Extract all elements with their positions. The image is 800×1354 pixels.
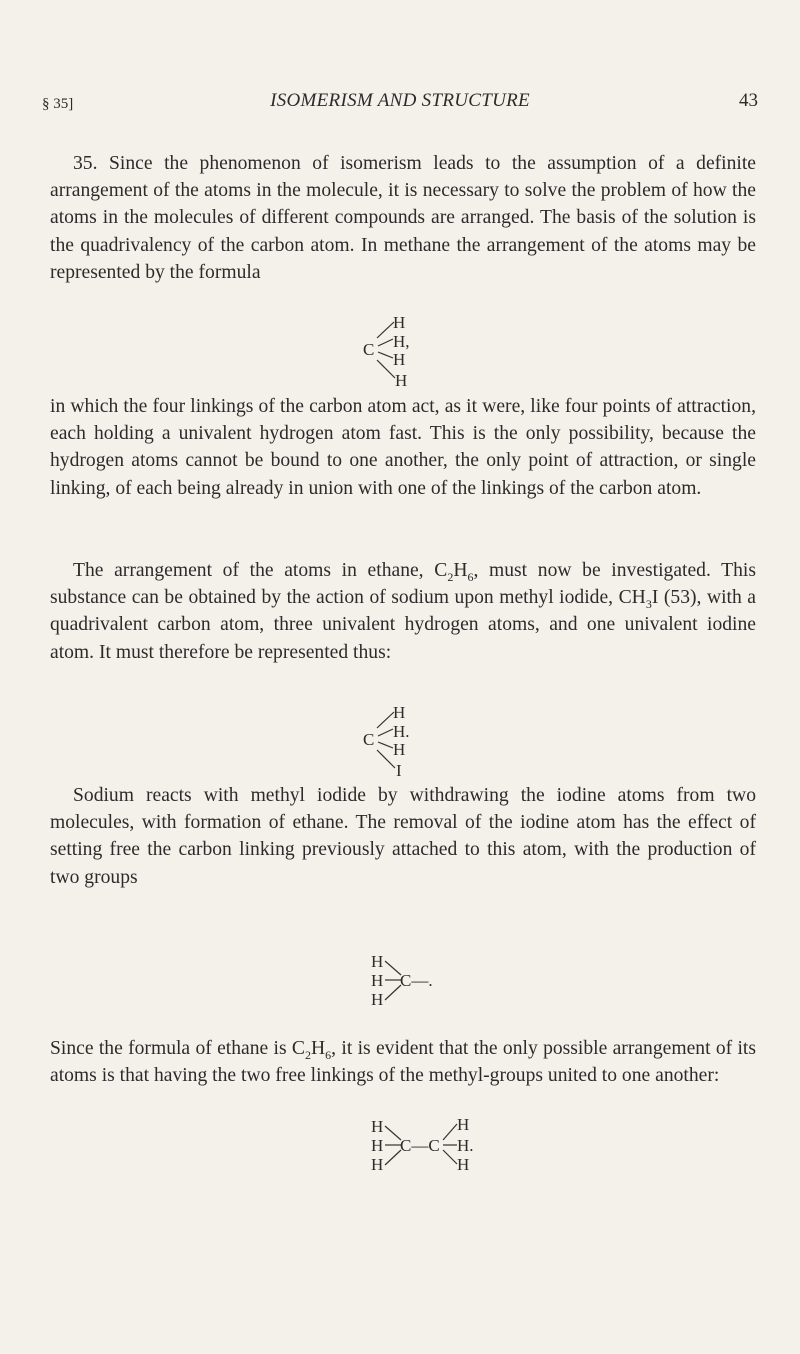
methyl-iodide-h-upper: H. — [393, 722, 410, 741]
paragraph-sodium-reaction: Sodium reacts with methyl iodide by withdrawing the iodine atoms from two molecules, with formation of ethane. The removal of the iodine atom has the effect of setting free the carbon linking previously attached to this atom, with the production of two groups — [50, 785, 756, 888]
ethane-formula — [371, 1115, 491, 1190]
methyl-group-formula — [371, 952, 451, 1025]
methane-h-top: H — [393, 313, 406, 332]
ethane-carbon-carbon: C—C — [400, 1136, 440, 1155]
page-header — [42, 90, 758, 116]
paragraph-methane-explanation: in which the four linkings of the carbon atom act, as it were, like four points of attraction, each holding a univalent hydrogen atom fast. This is the only possibility, because the hydrogen atoms cannot be bound to one another, the only point of attraction, or single linking, of each being already in union with one of the linkings of the carbon atom. — [50, 396, 756, 499]
methyl-group-carbon: C—. — [400, 971, 433, 990]
methyl-iodide-h-top: H — [393, 703, 406, 722]
methyl-group-h-bottom: H — [371, 990, 384, 1009]
ethane-bonds — [371, 1117, 491, 1190]
methane-h-lower: H — [393, 350, 406, 369]
paragraph-ethane-investigation: The arrangement of the atoms in ethane, $C_2H_6$, must now be investigated. This substance can be obtained by the action of sodium upon methyl iodide, $CH_3I$ (53), with a quadrivalent carbon atom, three univalent hydrogen atoms, and one univalent iodine atom. It must therefore be represented thus: — [50, 560, 757, 663]
ethane-h-left-bottom: H — [371, 1155, 384, 1174]
paragraph-ethane-arrangement: Since the formula of ethane is $C_2H_6$, it is evident that the only possible arrangement of its atoms is that having the two free linkings of the methyl-groups united to one another: — [50, 1038, 756, 1087]
section-reference: § 35] — [42, 96, 74, 112]
methane-h-upper: H, — [393, 332, 410, 351]
methane-formula — [363, 313, 433, 392]
paragraph-35-intro: 35. Since the phenomenon of isomerism leads to the assumption of a definite arrangement of the atoms in the molecule, it is necessary to solve the problem of how the atoms in the molecules of different compounds are arranged. The basis of the solution is the quadrivalency of the carbon atom. In methane the arrangement of the atoms may be represented by the formula — [50, 153, 756, 283]
ethane-h-right-bottom: H — [457, 1155, 470, 1174]
methane-h-bottom: H — [395, 371, 408, 390]
methyl-iodide-carbon: C — [363, 730, 375, 749]
page-number: 43 — [739, 90, 758, 111]
methyl-iodide-formula — [363, 703, 433, 782]
methane-carbon: C — [363, 340, 375, 359]
methyl-iodide-h-lower: H — [393, 740, 406, 759]
methyl-group-h-top: H — [371, 952, 384, 971]
ethane-h-right-top: H — [457, 1115, 470, 1134]
methyl-iodide-iodine: I — [396, 761, 402, 780]
methyl-group-h-middle: H — [371, 971, 384, 990]
ethane-h-left-middle: H — [371, 1136, 384, 1155]
ethane-h-left-top: H — [371, 1117, 384, 1136]
ethane-h-right-middle: H. — [457, 1136, 474, 1155]
running-title: ISOMERISM AND STRUCTURE — [270, 90, 530, 111]
